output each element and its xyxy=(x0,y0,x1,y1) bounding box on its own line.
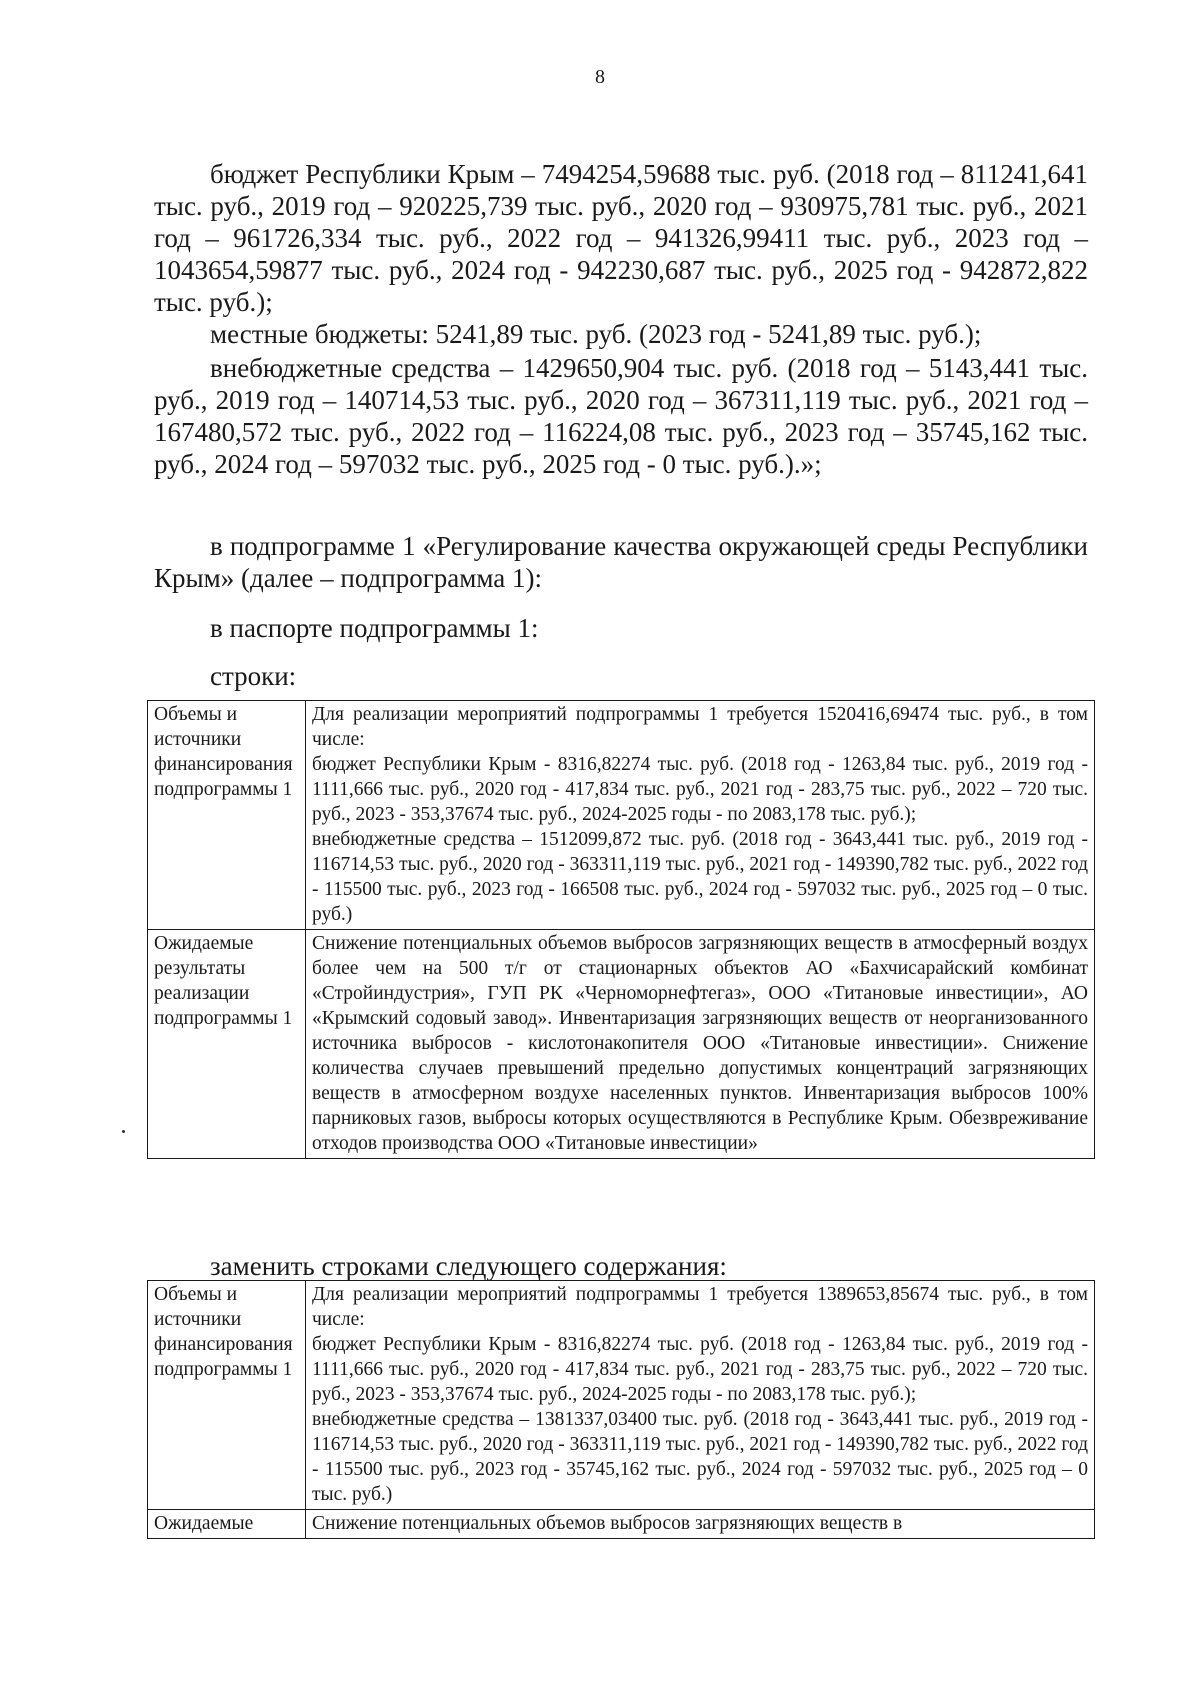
financing-extrabudgetary: внебюджетные средства – 1512099,872 тыс. руб. (2018 год - 3643,441 тыс. руб., 2019 год - 116714,53 тыс. руб., 2020 год - 363311,119 тыс. руб., 2021 год - 149390,782 тыс. руб., 2022 год - 115500 тыс. руб., 2023 год - 166508 тыс. руб., 2024 год - 597032 тыс. руб., 2025 год – 0 тыс. руб.) xyxy=(312,829,1088,925)
paragraph-rows-label: строки: xyxy=(210,661,297,691)
passport-table-new xyxy=(147,1280,1095,1539)
paragraph-extrabudgetary: внебюджетные средства – 1429650,904 тыс. руб. (2018 год – 5143,441 тыс. руб., 2019 год – 140714,53 тыс. руб., 2020 год – 367311,119 тыс. руб., 2021 год – 167480,572 тыс. руб., 2022 год – 116224,08 тыс. руб., 2023 год – 35745,162 тыс. руб., 2024 год – 597032 тыс. руб., 2025 год - 0 тыс. руб.).»; xyxy=(154,353,1088,479)
financing-budget: бюджет Республики Крым - 8316,82274 тыс. руб. (2018 год - 1263,84 тыс. руб., 2019 год - 1111,666 тыс. руб., 2020 год - 417,834 тыс. руб., 2021 год - 283,75 тыс. руб., 2022 – 720 тыс. руб., 2023 - 353,37674 тыс. руб., 2024-2025 годы - по 2083,178 тыс. руб.); xyxy=(312,754,1088,825)
passport-table-old xyxy=(147,700,1095,1159)
paragraph-subprogram-intro: в подпрограмме 1 «Регулирование качества окружающей среды Республики Крым» (далее – подпрограмма 1): xyxy=(154,531,1088,593)
table-row xyxy=(148,1281,1095,1510)
table-row xyxy=(148,1510,1095,1539)
paragraph-passport-intro: в паспорте подпрограммы 1: xyxy=(210,613,539,643)
financing-total: Для реализации мероприятий подпрограммы 1 требуется 1389653,85674 тыс. руб., в том числе: xyxy=(312,1284,1088,1330)
row-label-results: Ожидаемые результаты реализации подпрограммы 1 xyxy=(148,930,306,1159)
row-content-results: Снижение потенциальных объемов выбросов загрязняющих веществ в xyxy=(306,1510,1095,1539)
row-content-financing xyxy=(306,1281,1095,1510)
paragraph-budget-crimea: бюджет Республики Крым – 7494254,59688 тыс. руб. (2018 год – 811241,641 тыс. руб., 2019 год – 920225,739 тыс. руб., 2020 год – 930975,781 тыс. руб., 2021 год – 961726,334 тыс. руб., 2022 год – 941326,99411 тыс. руб., 2023 год – 1043654,59877 тыс. руб., 2024 год - 942230,687 тыс. руб., 2025 год - 942872,822 тыс. руб.); xyxy=(154,159,1088,317)
page-number: 8 xyxy=(595,66,605,88)
financing-budget: бюджет Республики Крым - 8316,82274 тыс. руб. (2018 год - 1263,84 тыс. руб., 2019 год - 1111,666 тыс. руб., 2020 год - 417,834 тыс. руб., 2021 год - 283,75 тыс. руб., 2022 – 720 тыс. руб., 2023 - 353,37674 тыс. руб., 2024-2025 годы - по 2083,178 тыс. руб.); xyxy=(312,1334,1088,1405)
row-content-financing xyxy=(306,701,1095,930)
financing-extrabudgetary: внебюджетные средства – 1381337,03400 тыс. руб. (2018 год - 3643,441 тыс. руб., 2019 год - 116714,53 тыс. руб., 2020 год - 363311,119 тыс. руб., 2021 год - 149390,782 тыс. руб., 2022 год - 115500 тыс. руб., 2023 год - 35745,162 тыс. руб., 2024 год - 597032 тыс. руб., 2025 год – 0 тыс. руб.) xyxy=(312,1409,1088,1505)
paragraph-replace-label: заменить строками следующего содержания: xyxy=(210,1251,727,1281)
financing-total: Для реализации мероприятий подпрограммы 1 требуется 1520416,69474 тыс. руб., в том числе: xyxy=(312,704,1088,750)
row-content-results: Снижение потенциальных объемов выбросов загрязняющих веществ в атмосферный воздух более чем на 500 т/г от стационарных объектов АО «Бахчисарайский комбинат «Стройиндустрия», ГУП РК «Черноморнефтегаз», ООО «Титановые инвестиции», АО «Крымский содовый завод». Инвентаризация загрязняющих веществ от неорганизованного источника выбросов - кислотонакопителя ООО «Титановые инвестиции». Снижение количества случаев превышений предельно допустимых концентраций загрязняющих веществ в атмосферном воздухе населенных пунктов. Инвентаризация выбросов 100% парниковых газов, выбросы которых осуществляются в Республике Крым. Обезвреживание отходов производства ООО «Титановые инвестиции» xyxy=(306,930,1095,1159)
row-label-results: Ожидаемые xyxy=(148,1510,306,1539)
paragraph-local-budgets: местные бюджеты: 5241,89 тыс. руб. (2023 год - 5241,89 тыс. руб.); xyxy=(210,319,982,349)
scan-artifact xyxy=(122,1130,125,1133)
table-row xyxy=(148,930,1095,1159)
table-row xyxy=(148,701,1095,930)
row-label-financing: Объемы и источники финансирования подпрограммы 1 xyxy=(148,1281,306,1510)
row-label-financing: Объемы и источники финансирования подпрограммы 1 xyxy=(148,701,306,930)
